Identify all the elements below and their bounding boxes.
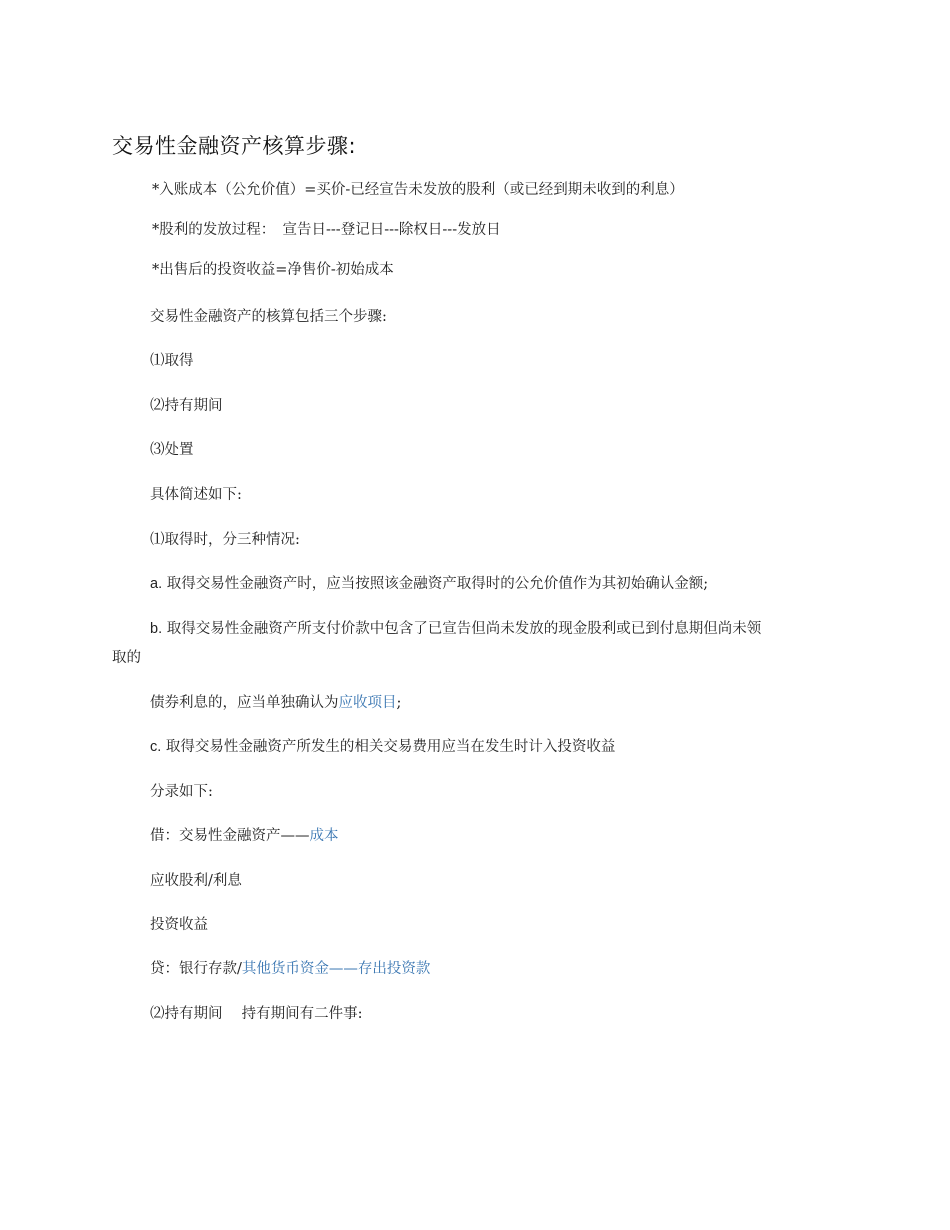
case-b-continuation [150,693,401,713]
case-c [150,737,615,757]
other-monetary-funds-link[interactable]: 其他货币资金 [241,961,329,977]
entry-credit-prefix: 贷：银行存款/ [150,961,242,977]
acquire-heading: ⑴取得时，分三种情况: [150,532,300,548]
key-point-investment-income: *出售后的投资收益=净售价-初始成本 [152,262,394,278]
key-point-dividend-process: *股利的发放过程： 宣告日---登记日---除权日---发放日 [152,222,501,238]
entry-debit-prefix: 借：交易性金融资产—— [150,828,310,844]
entry-dividends-receivable: 应收股利/利息 [150,873,242,889]
case-c-text: 取得交易性金融资产所发生的相关交易费用应当在发生时计入投资收益 [165,739,616,755]
holding-period: ⑵持有期间 持有期间有二件事: [150,1006,363,1022]
entry-credit [150,959,430,979]
case-b-cont-suffix: ; [396,695,402,711]
cost-link[interactable]: 成本 [309,828,339,844]
entry-investment-income: 投资收益 [150,917,208,933]
case-a [150,574,708,594]
case-b-label: b. [150,621,163,637]
receivables-link[interactable]: 应收项目 [338,695,397,711]
investment-deposit-link[interactable]: 存出投资款 [357,961,431,977]
case-b-wrap: 取的 [112,650,141,666]
case-b-text: 取得交易性金融资产所支付价款中包含了已宣告但尚未发放的现金股利或已到付息期但尚未领 [166,621,762,637]
step-disposal: ⑶处置 [150,442,194,458]
page-title: 交易性金融资产核算步骤: [112,134,357,158]
case-c-label: c. [150,739,162,755]
entry-debit [150,826,339,846]
entry-credit-separator: —— [328,961,358,977]
case-b [150,619,761,639]
case-a-text: 取得交易性金融资产时，应当按照该金融资产取得时的公允价值作为其初始确认金额; [166,576,709,592]
case-b-cont-prefix: 债券利息的，应当单独确认为 [150,695,339,711]
step-holding: ⑵持有期间 [150,398,223,414]
entry-intro: 分录如下: [150,784,213,800]
key-point-cost: *入账成本（公允价值）=买价-已经宣告未发放的股利（或已经到期未收到的利息） [152,182,684,198]
detail-intro: 具体简述如下: [150,487,242,503]
step-acquire: ⑴取得 [150,353,194,369]
intro-paragraph: 交易性金融资产的核算包括三个步骤: [150,309,387,325]
case-a-label: a. [150,576,163,592]
